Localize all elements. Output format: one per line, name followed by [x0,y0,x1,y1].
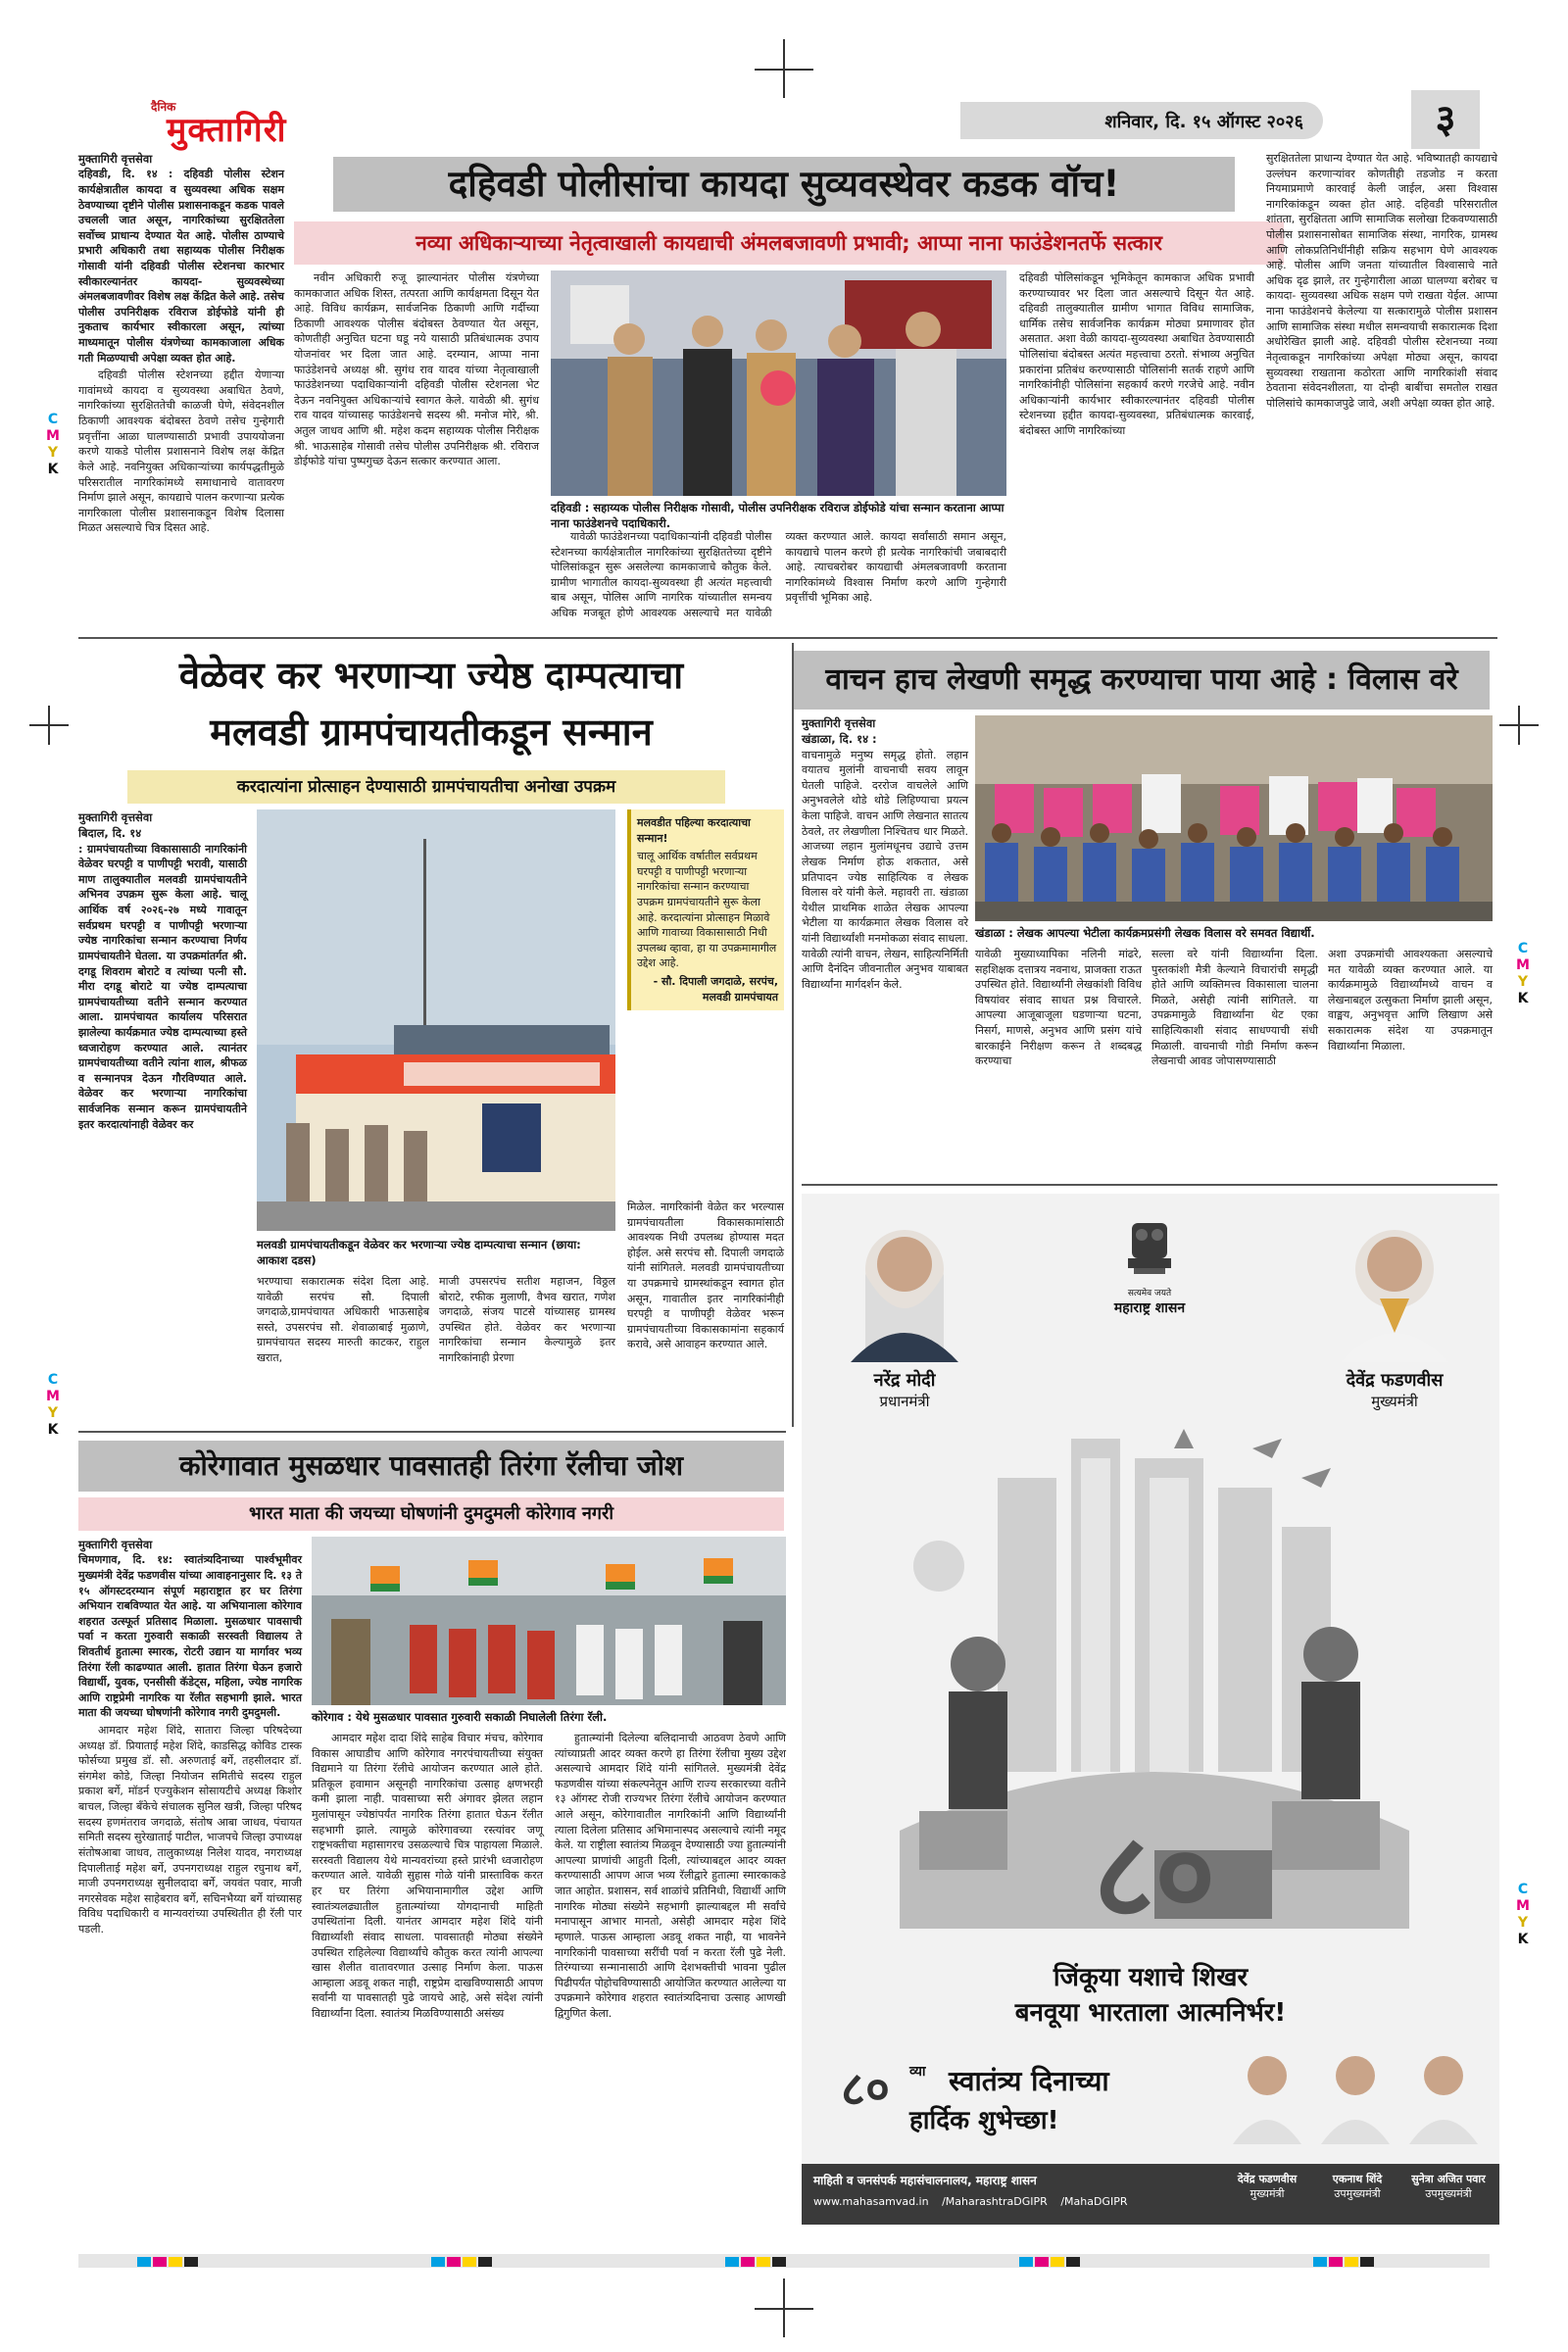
story1-headline: दहिवडी पोलीसांचा कायदा सुव्यवस्थेवर कडक वॉच! [333,157,1235,212]
story2-photo [257,809,615,1231]
leader2-name: देवेंद्र फडणवीस [1346,1370,1444,1391]
story1-col5: सुरक्षिततेला प्राधान्य देण्यात येत आहे. भविष्यातही कायद्याचे उल्लंघन करणाऱ्यांवर कोणतीही तडजोड न करता नियमाप्रमाणे कारवाई केली जाईल, असा विश्वास नागरिकांकडून व्यक्त होत आहे. दहिवडी परिसरातील शांतता, सुरक्षितता आणि सामाजिक सलोखा टिकवण्यासाठी पोलीस प्रशासनासोबत सामाजिक संस्था, नागरिक, ग्रामस्थ आणि लोकप्रतिनिधींनीही सक्रिय सहभाग घेणे आवश्यक आहे. पोलीस आणि जनता यांच्यातील विश्वासाचे नाते अधिक दृढ झाले, तर गुन्हेगारीला आळा घालण्या बरोबर च कायदा- सुव्यवस्था अधिक सक्षम पणे राखता येईल. आप्पा नाना फाउंडेशनचे केलेल्या या सत्कारामुळे पोलीस प्रशासन आणि सामाजिक संस्था मधील समन्वयाची सकारात्मक दिशा अधोरेखित झाली आहे. दहिवडी पोलीस स्टेशनच्या नव्या नेतृत्वाकडून नागरिकांच्या अपेक्षा मोठ्या असून, कायदा सुव्यवस्था राखताना कठोरता आणि नागरिकांशी संवाद ठेवताना संवेदनशीलता, या दोन्ही बाबींचा समतोल राखत पोलिसांचे कामकाजपुढे जावे, अशी अपेक्षा व्यक्त होत आहे. [1266,152,1497,410]
story1-col2: नवीन अधिकारी रुजू झाल्यानंतर पोलीस यंत्रणेच्या कामकाजात अधिक शिस्त, तत्परता आणि कार्यक्षमता दिसून येत आहे. विविध कार्यक्रम, सार्वजनिक ठिकाणी आणि गर्दीच्या ठिकाणी आवश्यक पोलीस बंदोबस्त ठेवण्यात येत असून, कोणतीही अनुचित घटना घडू नये यासाठी प्रतिबंधात्मक उपाय योजनांवर भर दिला जात आहे. दरम्यान, आप्पा नाना फाउंडेशनचे अध्यक्ष श्री. सुगंध राव यादव यांच्या नेतृत्वाखाली फाउंडेशनच्या पदाधिकाऱ्यांनी दहिवडी पोलीस स्टेशनला भेट देऊन नवनियुक्त अधिकाऱ्यांचे स्वागत केले. यावेळी श्री. सुगंध राव यादव यांच्यासह फाउंडेशनचे सदस्य श्री. मनोज मोरे, श्री. अतुल जाधव आणि श्री. महेश कदम सहाय्यक पोलीस निरीक्षक श्री. भाऊसाहेब गोसावी तसेच पोलीस उपनिरीक्षक श्री. रविराज डोईफोडे यांचा पुष्पगुच्छ देऊन सत्कार करण्यात आला. [294,271,539,468]
story4-subhead: भारत माता की जयच्या घोषणांनी दुमदुमली कोरेगाव नगरी [78,1497,784,1531]
newspaper-logo [137,98,363,151]
independence-day-advertisement [802,1194,1499,2225]
crop-mark-bottom-h [755,2308,813,2310]
crop-mark-right-v [1518,706,1520,745]
story2-bottom-col2: माजी उपसरपंच सतीश महाजन, विठ्ठल बोराटे, रफीक मुलाणी, वैभव खरात, गणेश जगदाळे, संजय पाटसे यांच्यासह ग्रामस्थ उपस्थित होते. वेळेवर कर भरणाऱ्या नागरिकांचा सन्मान केल्यामुळे इतर नागरिकांनाही प्रेरणा [439,1275,615,1365]
story3-col3: सल्ला वरे यांनी विद्यार्थ्यांना दिला. पुस्तकांशी मैत्री केल्याने विचारांची समृद्धी होते आणि व्यक्तिमत्त्व विकासाला चालना मिळते, असेही त्यांनी सांगितले. या उपक्रमामुळे विद्यार्थ्यांना थेट एका साहित्यिकाशी संवाद साधण्याची संधी मिळाली. वाचनाची गोडी निर्माण करून लेखनाची आवड जोपासण्यासाठी [1152,948,1318,1068]
cmyk-mark-right-1: C M Y K [1516,941,1530,1006]
story1-byline: मुक्तागिरी वृत्तसेवा [78,152,153,166]
leader1-title: प्रधानमंत्री [879,1393,930,1410]
story2-col1 [78,809,247,1132]
dignitary-2-title: उपमुख्यमंत्री [1425,2187,1472,2200]
government-name: महाराष्ट्र शासन [1113,1300,1186,1316]
story2-callout-sign: - सौ. दिपाली जगदाळे, सरपंच, मलवडी ग्रामपंचायत [653,975,778,1004]
dignitary-2 [1401,2172,1495,2201]
ad-greeting-line2: हार्दिक शुभेच्छा! [909,2106,1059,2135]
story2-col3-rest: मिळेल. नागरिकांनी वेळेत कर भरल्यास ग्रामपंचायतीला विकासकामांसाठी आवश्यक निधी उपलब्ध होण्यास मदत होईल. असे सरपंच सौ. दिपाली जगदाळे यांनी सांगितले. मलवडी ग्रामपंचायतीच्या या उपक्रमाचे ग्रामस्थांकडून स्वागत होत असून, गावातील इतर नागरिकांनीही घरपट्टी व पाणीपट्टी वेळेवर भरून ग्रामपंचायतीच्या विकासकामांना सहकार्य करावे, असे आवाहन करण्यात आले. [627,1200,784,1351]
dignitary-0-name: देवेंद्र फडणवीस [1237,2173,1298,2185]
story1-photo [551,270,1006,496]
story3-byline: मुक्तागिरी वृत्तसेवा [802,716,876,730]
story4-col2: आमदार महेश दादा शिंदे साहेब विचार मंचच, कोरेगाव विकास आघाडीच आणि कोरेगाव नगरपंचायतीच्या संयुक्त विद्यमाने या तिरंगा रॅलीचे आयोजन करण्यात आले होते. प्रतिकूल हवामान असूनही नागरिकांचा उत्साह क्षणभरही कमी झाला नाही. पावसाच्या सरी अंगावर झेलत लहान मुलांपासून ज्येष्ठांपर्यंत नागरिक तिरंगा हातात घेऊन रॅलीत सहभागी झाले. त्यामुळे कोरेगावच्या रस्त्यांवर जणू राष्ट्रभक्तीचा महासागरच उसळल्याचे चित्र पाहायला मिळाले. सरस्वती विद्यालय येथे मान्यवरांच्या हस्ते प्रारंभी ध्वजारोहण करण्यात आले. यावेळी सुहास गोळे यांनी प्रास्ताविक करत हर घर तिरंगा अभियानामागील उद्देश आणि स्वातंत्र्यलढ्यातील हुतात्म्यांच्या योगदानाची माहिती उपस्थितांना दिली. यानंतर आमदार महेश शिंदे यांनी विद्यार्थ्यांशी संवाद साधला. पावसातही मोठ्या संख्येने उपस्थित राहिलेल्या विद्यार्थ्यांचे कौतुक करत त्यांनी आपल्या खास शैलीत वातावरणात उत्साह निर्माण केला. पाऊस आम्हाला अडवू शकत नाही, राष्ट्रप्रेम दाखविण्यासाठी आपण सर्वांनी या पावसातही पुढे जायचे आहे, असे संदेश त्यांनी विद्यार्थ्यांना दिला. स्वातंत्र्य मिळविण्यासाठी असंख्य [312,1732,543,2020]
dignitary-1-title: उपमुख्यमंत्री [1334,2187,1381,2200]
story2-bottom-col1: भरण्याचा सकारात्मक संदेश दिला आहे. यावेळी सरपंच सौ. दिपाली जगदाळे,ग्रामपंचायत अधिकारी भाऊसाहेब सस्ते, उपसरपंच सौ. शेवाळाबाई मुळाणे, ग्रामपंचायत सदस्य मारुती काटकर, राहुल खरात, [257,1275,429,1365]
story1-col4: दहिवडी पोलिसांकडून भूमिकेतून कामकाज अधिक प्रभावी करण्याच्यावर भर दिला जात असल्याचे दिसून येत आहे. दहिवडी तालुक्यातील ग्रामीण भागात विविध सामाजिक, धार्मिक तसेच सार्वजनिक कार्यक्रम मोठ्या प्रमाणावर होत असतात. अशा वेळी कायदा-सुव्यवस्था अबाधित ठेवण्यासाठी पोलिसांचा बंदोबस्त अत्यंत महत्त्वाचा ठरतो. संभाव्य अनुचित प्रकारांना प्रतिबंध करण्यासाठी पोलिसांनी सतर्क राहणे आणि नागरिकांनीही पोलिसांना सहकार्य करणे गरजेचे आहे. नवीन अधिकाऱ्यांनी कार्यभार स्वीकारल्यानंतर दहिवडी पोलीस स्टेशनच्या हद्दीत कायदा-सुव्यवस्था, प्रतिबंधात्मक कारवाई, बंदोबस्त आणि नागरिकांच्या [1019,271,1254,438]
dignitary-1 [1313,2172,1401,2201]
story3-col1-text: वाचनामुळे मनुष्य समृद्ध होतो. लहान वयातच मुलांनी वाचनाची सवय लावून घेतली पाहिजे. दररोज वाचलेले आणि अनुभवलेले थोडे थोडे लिहिण्याचा प्रयत्न केला पाहिजे. वाचन आणि लेखनात सातत्य ठेवले, तर लेखणीला निश्चितच धार मिळते. आजच्या लहान मुलांमधूनच उद्याचे उत्तम लेखक निर्माण होऊ शकतात, असे प्रतिपादन ज्येष्ठ साहित्यिक व लेखक विलास वरे यांनी केले. महावरी ता. खंडाळा येथील प्राथमिक शाळेत लेखक आपल्या भेटीला या कार्यक्रमात लेखक विलास वरे यांनी विद्यार्थ्यांशी मनमोकळा संवाद साधला. यावेळी त्यांनी वाचन, लेखन, साहित्यनिर्मिती आणि दैनंदिन जीवनातील अनुभव याबाबत विद्यार्थ्यांना मार्गदर्शन केले. [802,748,968,991]
story2-headline-line2: मलवडी ग्रामपंचायतीकडून सन्मान [210,710,653,754]
dignitary-0-title: मुख्यमंत्री [1250,2187,1285,2200]
story3-photo [975,715,1493,921]
ad-slogan-line1: जिंकूया यशाचे शिखर [1053,1963,1249,1992]
footer-social[interactable]: /MaharashtraDGIPR [942,2195,1048,2208]
story2-photo-caption: मलवडी ग्रामपंचायतीकडून वेळेवर कर भरणाऱ्या ज्येष्ठ दाम्पत्याचा सन्मान (छाया: आकाश दडस) [257,1238,581,1268]
story2-callout-body: चालू आर्थिक वर्षातील सर्वप्रथम घरपट्टी व पाणीपट्टी भरणाऱ्या नागरिकांचा सन्मान करण्याचा उपक्रम ग्रामपंचायतीने सुरू केला आहे. करदात्यांना प्रोत्साहन मिळावे आणि गावाच्या विकासासाठी निधी उपलब्ध व्हावा, हा या उपक्रमामागील उद्देश आहे. [637,850,777,970]
story4-photo-caption: कोरेगाव : येथे मुसळधार पावसात गुरुवारी सकाळी निघालेली तिरंगा रॅली. [312,1710,608,1724]
story1-photo-caption: दहिवडी : सहाय्यक पोलीस निरीक्षक गोसावी, पोलीस उपनिरीक्षक रविराज डोईफोडे यांचा सन्मान करताना आप्पा नाना फाउंडेशनचे पदाधिकारी. [551,501,1004,531]
crop-mark-top-h [755,69,813,71]
story4-headline: कोरेगावात मुसळधार पावसातही तिरंगा रॅलीचा जोश [78,1441,784,1492]
crop-mark-left-v [48,706,50,745]
story1-bottom-rule [78,637,1497,639]
column-divider [792,643,794,1427]
leader1-name: नरेंद्र मोदी [873,1370,936,1391]
story1-subhead: नव्या अधिकाऱ्याच्या नेतृत्वाखाली कायद्याची अंमलबजावणी प्रभावी; आप्पा नाना फाउंडेशनतर्फे सत्कार [294,221,1284,265]
dignitary-2-name: सुनेत्रा अजित पवार [1411,2173,1486,2185]
ad-greeting [841,2056,1194,2144]
ad-slogan-line2: बनवूया भारताला आत्मनिर्भर! [1014,1998,1287,2028]
story1-lead: दहिवडी, दि. १४ : दहिवडी पोलीस स्टेशन कार्यक्षेत्रातील कायदा व सुव्यवस्था अधिक सक्षम ठेवण्याच्या दृष्टीने पोलीस प्रशासनाकडून कडक पावले उचलली जात असून, नागरिकांच्या सुरक्षिततेला सर्वोच्च प्राधान्य देण्यात येत आहे. पोलीस ठाण्याचे प्रभारी अधिकारी तथा सहाय्यक पोलीस निरीक्षक गोसावी यांनी दहिवडी पोलीस स्टेशनचा कारभार स्वीकारल्यानंतर कायदा- सुव्यवस्थेच्या अंमलबजावणीवर विशेष लक्ष केंद्रित केले आहे. तसेच पोलीस उपनिरीक्षक रविराज डोईफोडे यांनी ही नुकताच कार्यभार स्वीकारला असून, त्यांच्या माध्यमातून पोलीस यंत्रणेच्या कामकाजाला अधिक गती मिळण्याची अपेक्षा व्यक्त होत आहे. [78,168,284,365]
cmyk-mark-left-1: C M Y K [46,412,60,477]
story1-col3-bottom: यावेळी फाउंडेशनच्या पदाधिकाऱ्यांनी दहिवडी पोलीस स्टेशनच्या कार्यक्षेत्रातील नागरिकांच्या सुरक्षिततेच्या दृष्टीने पोलिसांकडून सुरू असलेल्या कामकाजाचे कौतुक केले. ग्रामीण भागातील कायदा-सुव्यवस्था ही अत्यंत महत्त्वाची बाब असून, पोलिस आणि नागरिक यांच्यातील समन्वय अधिक मजबूत होणे आवश्यक असल्याचे मत यावेळी व्यक्त करण्यात आले. कायदा सर्वांसाठी समान असून, कायद्याचे पालन करणे ही प्रत्येक नागरिकांची जबाबदारी आहे. त्याचबरोबर कायद्याची अंमलबजावणी करताना नागरिकांमध्ये विश्वास निर्माण करणे आणि गुन्हेगारी प्रवृत्तींची भूमिका आहे. [551,530,1006,620]
ad-slogan [802,1958,1499,2029]
footer-web[interactable]: www.mahasamvad.in [813,2195,929,2208]
leader2-portrait [1331,1215,1458,1362]
state-emblem [1096,1213,1203,1331]
issue-date: शनिवार, दि. १५ ऑगस्ट २०२६ [1104,112,1303,132]
story3-col2: यावेळी मुख्याध्यापिका नलिनी मांढरे, सहशिक्षक दत्तात्रय नवनाथ, प्राजक्ता राऊत उपस्थित होते. विद्यार्थ्यांनी लेखकांशी विविध विषयांवर संवाद साधत प्रश्न विचारले. आपल्या आजूबाजूला घडणाऱ्या घटना, निसर्ग, माणसे, अनुभव आणि प्रसंग यांचे बारकाईने निरीक्षण करून ते शब्दबद्ध करण्याचा [975,948,1142,1068]
dignitary-portraits [1223,2036,1488,2144]
ad-greeting-sup: व्या [909,2064,926,2080]
footer-dept: माहिती व जनसंपर्क महासंचालनालय, महाराष्ट्र शासन [813,2174,1037,2187]
story2-callout-heading: मलवडीत पहिल्या करदात्याचा सन्मान! [637,816,751,845]
emblem-motto: सत्यमेव जयते [1127,1289,1172,1298]
date-bar [960,102,1323,139]
ad-footer [802,2164,1499,2225]
story4-photo [312,1537,786,1705]
ad-greeting-number: ८० [841,2062,890,2117]
ad-greeting-line1: स्वातंत्र्य दिनाच्या [949,2065,1109,2097]
story2-callout-box [627,809,784,1010]
story2-dateline: बिदाल, दि. १४ [78,826,142,841]
cmyk-mark-left-2: C M Y K [46,1372,60,1438]
story4-col1 [78,1537,302,1937]
story1-col1-rest: दहिवडी पोलीस स्टेशनच्या हद्दीत येणाऱ्या गावांमध्ये कायदा व सुव्यवस्था अबाधित ठेवणे, नागरिकांच्या सुरक्षिततेची काळजी घेणे, संवेदनशील ठिकाणी आवश्यक बंदोबस्त ठेवणे तसेच गुन्हेगारी प्रवृत्तींना आळा घालण्यासाठी प्रभावी उपाययोजना करणे याकडे पोलीस प्रशासनाने विशेष लक्ष केंद्रित केले आहे. नवनियुक्त अधिकाऱ्यांच्या कार्यपद्धतीमुळे परिसरातील नागरिकांमध्ये समाधानाचे वातावरण निर्माण झाले असून, कायद्याचे पालन करणाऱ्या प्रत्येक नागरिकाला पोलीस प्रशासनाकडून विशेष दिलासा मिळत असल्याचे चित्र दिसत आहे. [78,368,284,535]
story4-col3: हुतात्म्यांनी दिलेल्या बलिदानाची आठवण ठेवणे आणि त्यांच्याप्रती आदर व्यक्त करणे हा तिरंगा रॅलीचा मुख्य उद्देश असल्याचे आमदार शिंदे यांनी सांगितले. मुख्यमंत्री देवेंद्र फडणवीस यांच्या संकल्पनेतून आणि राज्य सरकारच्या वतीने १३ ऑगस्ट रोजी राज्यभर तिरंगा रॅलीचे आयोजन करण्यात आले असून, कोरेगावातील नागरिकांनी आणि विद्यार्थ्यांनी त्याला दिलेला प्रतिसाद अभिमानास्पद असल्याचे त्यांनी नमूद केले. या राष्ट्रीला स्वातंत्र्य मिळवून देण्यासाठी ज्या हुतात्म्यांनी आपल्या प्राणांची आहुती दिली, त्यांच्याबद्दल आदर व्यक्त करण्यासाठी आपण आज भव्य रॅलीद्वारे हुतात्मा स्मारकाकडे जात आहोत. प्रशासन, सर्व शाळांचे प्रतिनिधी, विद्यार्थी आणि नागरिक मोठ्या संख्येने सहभागी झाल्याबद्दल मी सर्वांचे मनापासून आभार मानतो, असेही आमदार महेश शिंदे म्हणाले. पाऊस आम्हाला अडवू शकत नाही, या भावनेने नागरिकांनी पावसाच्या सरींची पर्वा न करता रॅली पुढे नेली. तिरंग्याच्या सन्मानासाठी आणि देशभक्तीची भावना पुढील पिढीपर्यंत पोहोचविण्यासाठी आयोजित करण्यात आलेल्या या उपक्रमाने कोरेगाव शहरात स्वातंत्र्यदिनाचा उत्साह आणखी द्विगुणित केला. [555,1732,786,2020]
cmyk-mark-right-2: C M Y K [1516,1882,1530,1947]
story4-byline: मुक्तागिरी वृत्तसेवा [78,1538,153,1551]
story4-col1-rest: आमदार महेश शिंदे, सातारा जिल्हा परिषदेच्या अध्यक्ष डॉ. प्रियाताई महेश शिंदे, काडसिद्ध कोविड टास्क फोर्सच्या प्रमुख डॉ. सौ. अरुणताई बर्गे, तहसीलदार डॉ. संगमेश कोडे, जिल्हा नियोजन समितीचे सदस्य राहुल प्रकाश बर्गे, मॉडर्न एज्युकेशन सोसायटीचे अध्यक्ष किशोर बाचल, जिल्हा बँकेचे संचालक सुनिल खत्री, जिल्हा परिषद सदस्य हणमंतराव जगदाळे, संतोष आबा जाधव, पंचायत समिती सदस्य सुरेखाताई पाटील, भाजपचे जिल्हा उपाध्यक्ष संतोषआबा जाधव, तालुकाध्यक्ष निलेश यादव, नगराध्यक्ष दिपालीताई महेश बर्गे, उपनगराध्यक्ष राहुल रघुनाथ बर्गे, माजी उपनगराध्यक्ष सुनीलदादा बर्गे, जयवंत पवार, माजी नगरसेवक महेश साहेबराव बर्गे, सचिनभैय्या बर्गे यांच्यासह विविध पदाधिकारी व मान्यवरांच्या उपस्थितीत ही रॅली पार पडली. [78,1724,302,1936]
story2-subhead: करदात्यांना प्रोत्साहन देण्यासाठी ग्रामपंचायतीचा अनोखा उपक्रम [127,770,725,804]
story2-byline: मुक्तागिरी वृत्तसेवा [78,810,153,824]
story2-headline-line1: वेळेवर कर भरणाऱ्या ज्येष्ठ दाम्पत्याचा [178,654,684,697]
story4-lead: चिमणगाव, दि. १४: स्वातंत्र्यदिनाच्या पार्श्वभूमीवर मुख्यमंत्री देवेंद्र फडणवीस यांच्या आवाहनानुसार दि. १३ ते १५ ऑगस्टदरम्यान संपूर्ण महाराष्ट्रात हर घर तिरंगा अभियान राबविण्यात येत आहे. या अभियानाला कोरेगाव शहरात उत्स्फूर्त प्रतिसाद मिळाला. मुसळधार पावसाची पर्वा न करता गुरुवारी सकाळी सरस्वती विद्यालय ते शिवतीर्थ हुतात्मा स्मारक, रोटरी उद्यान या मार्गावर भव्य तिरंगा रॅली काढण्यात आली. हातात तिरंगा घेऊन हजारो विद्यार्थी, युवक, एनसीसी कॅडेट्स, महिला, ज्येष्ठ नागरिक आणि राष्ट्रप्रेमी नागरिक या रॅलीत सहभागी झाले. भारत माता की जयच्या घोषणांनी कोरेगाव नगरी दुमदुमली. [78,1553,302,1720]
story3-col4: अशा उपक्रमांची आवश्यकता असल्याचे मत यावेळी व्यक्त करण्यात आले. या कार्यक्रमामुळे विद्यार्थ्यांमध्ये वाचन व लेखनाबद्दल उत्सुकता निर्माण झाली असून, वाङ्मय, अनुभवृत्त आणि लिखाण असे सकारात्मक संदेश या उपक्रमातून विद्यार्थ्यांना मिळाला. [1328,948,1493,1053]
ad-big-number: ८० [1093,1806,1216,1944]
footer-links [813,2195,1127,2208]
story3-headline: वाचन हाच लेखणी समृद्ध करण्याचा पाया आहे : विलास वरे [794,651,1490,710]
story3-bottom-rule [802,1184,1497,1186]
story2-col1-text: : ग्रामपंचायतीच्या विकासासाठी नागरिकांनी वेळेवर घरपट्टी व पाणीपट्टी भरावी, यासाठी माण तालुक्यातील मलवडी ग्रामपंचायतीने अभिनव उपक्रम सुरू केला आहे. चालू आर्थिक वर्ष २०२६-२७ मध्ये गावातून सर्वप्रथम घरपट्टी व पाणीपट्टी भरणाऱ्या ज्येष्ठ नागरिकांचा सन्मान करण्याचा निर्णय ग्रामपंचायतीने घेतला. या उपक्रमांतर्गत श्री. दगडू शिवराम बोराटे व त्यांच्या पत्नी सौ. मीरा दगडू बोराटे या ज्येष्ठ दाम्पत्याचा ग्रामपंचायतीच्या वतीने सन्मान करण्यात आला. ग्रामपंचायत कार्यालय परिसरात झालेल्या कार्यक्रमात ज्येष्ठ दाम्पत्याच्या हस्ते ध्वजारोहण करण्यात आले. त्यानंतर ग्रामपंचायतीच्या वतीने त्यांना शाल, श्रीफळ व सन्मानपत्र देऊन गौरविण्यात आले. वेळेवर कर भरणाऱ्या नागरिकांचा सार्वजनिक सन्मान करून ग्रामपंचायतीने इतर करदात्यांनाही वेळेवर कर [78,842,247,1131]
leader1-portrait [841,1215,968,1362]
story2-headline [78,647,784,760]
story3-col1 [802,715,968,992]
dignitary-1-name: एकनाथ शिंदे [1332,2173,1383,2185]
story2-bottom-rule [78,1431,786,1433]
logo-small-text: दैनिक [151,100,176,114]
leader2-title: मुख्यमंत्री [1371,1393,1418,1410]
logo-main-text: मुक्तागिरी [167,111,287,150]
story1-col1 [78,151,284,536]
dignitary-0 [1223,2172,1311,2201]
color-registration-strip [78,2254,1490,2268]
story3-dateline: खंडाळा, दि. १४ : [802,732,877,747]
footer-handle[interactable]: /MahaDGIPR [1060,2195,1128,2208]
page-number: ३ [1411,90,1480,149]
story3-photo-caption: खंडाळा : लेखक आपल्या भेटीला कार्यक्रमप्रसंगी लेखक विलास वरे समवत विद्यार्थी. [975,926,1315,940]
